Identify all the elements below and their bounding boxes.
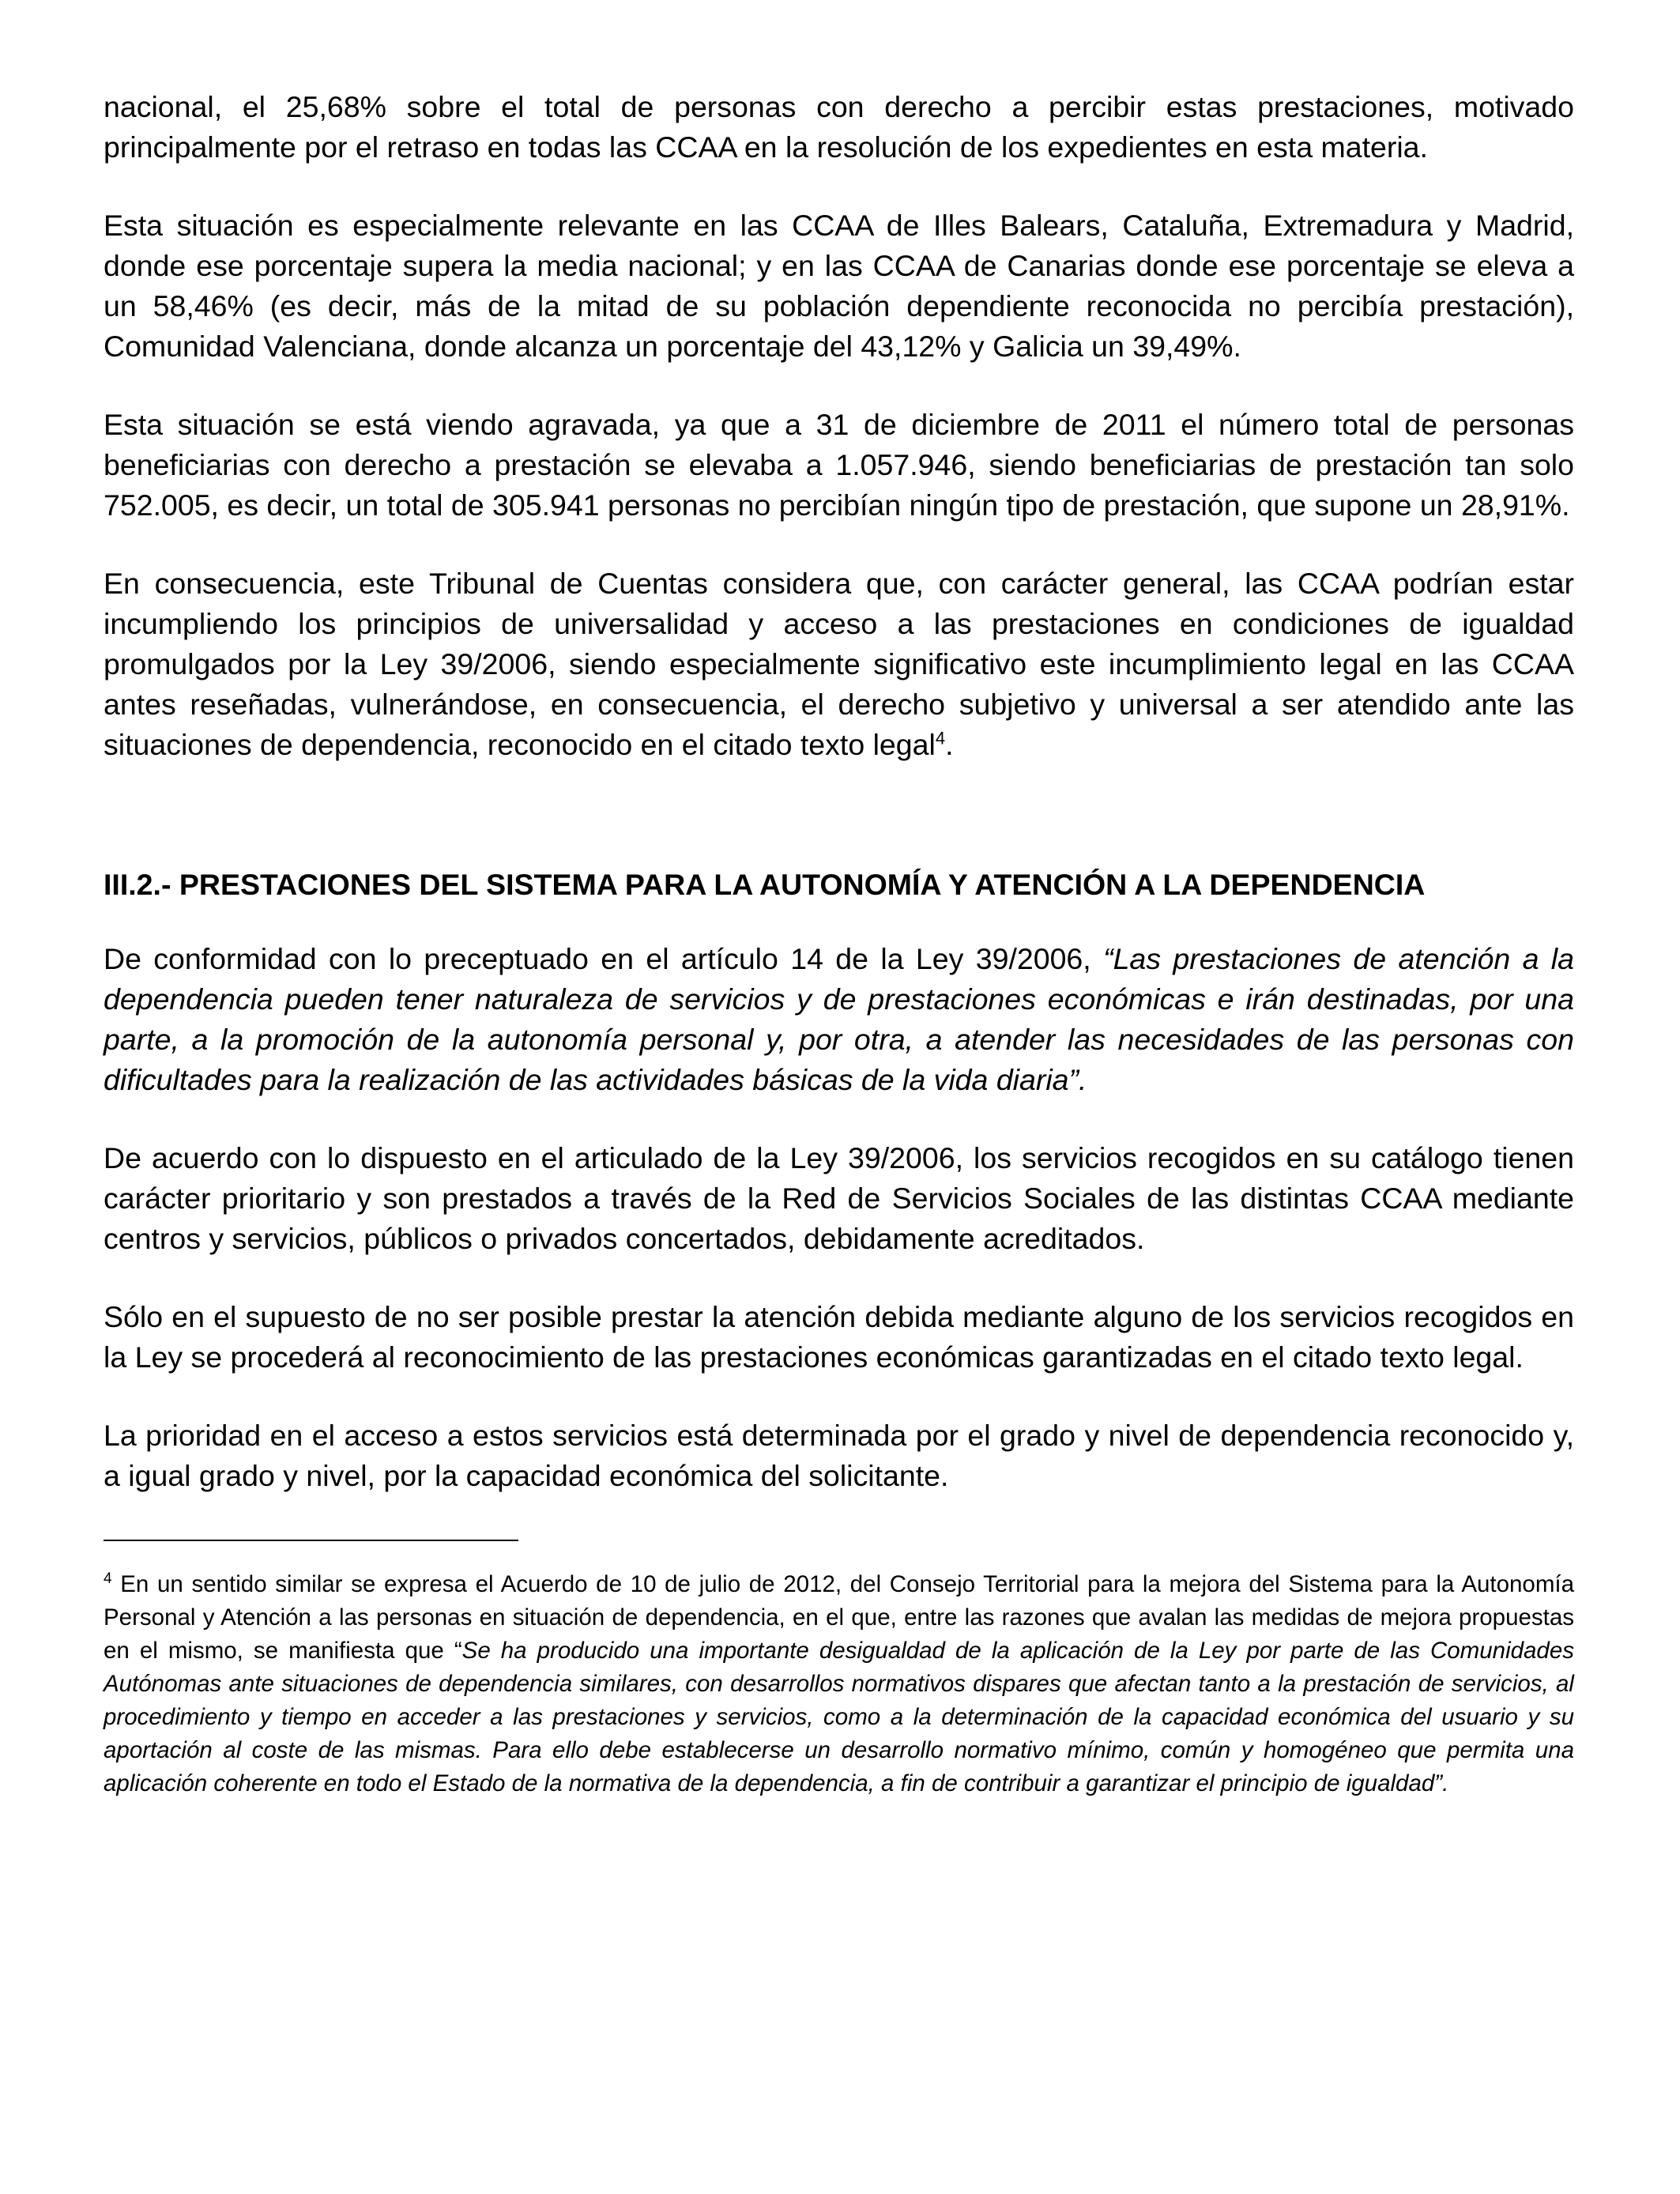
section-paragraph-3: Sólo en el supuesto de no ser posible prestar la atención debida mediante alguno de los servicios recogidos en la Ley se procederá al reconocimiento de las prestaciones económicas garantizadas en el citado texto legal. xyxy=(104,1300,1574,1374)
paragraph-4 xyxy=(104,564,1574,765)
section-paragraph-1 xyxy=(104,939,1574,1100)
document-page xyxy=(104,87,1574,1800)
footnote-lead: En un sentido similar se expresa el Acuerdo de 10 de julio de 2012, del Consejo Territorial para la mejora del Sistema para la Autonomía Personal y Atención a las personas en situación de dependencia, en el que, entre las razones que avalan las medidas de mejora propuestas en el mismo, se manifiesta que “ xyxy=(104,1571,1574,1664)
paragraph-4-end: . xyxy=(945,728,954,761)
footnote-reference[interactable]: 4 xyxy=(935,728,946,748)
law-article-quote: “Las prestaciones de atención a la dependencia pueden tener naturaleza de servicios y de prestaciones económicas e irán destinadas, por una parte, a la promoción de la autonomía personal y, por otra, a atender las necesidades de las personas con dificultades para la realización de las actividades básicas de la vida diaria”. xyxy=(104,942,1574,1096)
section-paragraph-4: La prioridad en el acceso a estos servicios está determinada por el grado y nivel de dependencia reconocido y, a igual grado y nivel, por la capacidad económica del solicitante. xyxy=(104,1419,1574,1492)
footnote-number: 4 xyxy=(104,1570,112,1588)
paragraph-2: Esta situación es especialmente relevante en las CCAA de Illes Balears, Cataluña, Extremadura y Madrid, donde ese porcentaje supera la media nacional; y en las CCAA de Canarias donde ese porcentaje se eleva a un 58,46% (es decir, más de la mitad de su población dependiente reconocida no percibía prestación), Comunidad Valenciana, donde alcanza un porcentaje del 43,12% y Galicia un 39,49%. xyxy=(104,209,1574,363)
paragraph-4-text: En consecuencia, este Tribunal de Cuentas considera que, con carácter general, las CCAA podrían estar incumpliendo los principios de universalidad y acceso a las prestaciones en condiciones de igualdad promulgados por la Ley 39/2006, siendo especialmente significativo este incumplimiento legal en las CCAA antes reseñadas, vulnerándose, en consecuencia, el derecho subjetivo y universal a ser atendido ante las situaciones de dependencia, reconocido en el citado texto legal xyxy=(104,567,1574,761)
section-paragraph-1-lead: De conformidad con lo preceptuado en el artículo 14 de la Ley 39/2006, xyxy=(104,942,1104,975)
section-heading: III.2.- PRESTACIONES DEL SISTEMA PARA LA AUTONOMÍA Y ATENCIÓN A LA DEPENDENCIA xyxy=(104,868,1426,901)
section-paragraph-2: De acuerdo con lo dispuesto en el articulado de la Ley 39/2006, los servicios recogidos en su catálogo tienen carácter prioritario y son prestados a través de la Red de Servicios Sociales de las distintas CCAA mediante centros y servicios, públicos o privados concertados, debidamente acreditados. xyxy=(104,1141,1574,1255)
footnote-divider xyxy=(104,1540,518,1541)
paragraph-1: nacional, el 25,68% sobre el total de personas con derecho a percibir estas prestaciones, motivado principalmente por el retraso en todas las CCAA en la resolución de los expedientes en esta materia. xyxy=(104,90,1574,164)
footnote-quote: Se ha producido una importante desigualdad de la aplicación de la Ley por parte de las Comunidades Autónomas ante situaciones de dependencia similares, con desarrollos normativos dispares que afectan tanto a la prestación de servicios, al procedimiento y tiempo en acceder a las prestaciones y servicios, como a la determinación de la capacidad económica del usuario y su aportación al coste de las mismas. Para ello debe establecerse un desarrollo normativo mínimo, común y homogéneo que permita una aplicación coherente en todo el Estado de la normativa de la dependencia, a fin de contribuir a garantizar el principio de igualdad”. xyxy=(104,1638,1574,1796)
paragraph-3: Esta situación se está viendo agravada, ya que a 31 de diciembre de 2011 el número total de personas beneficiarias con derecho a prestación se elevaba a 1.057.946, siendo beneficiarias de prestación tan solo 752.005, es decir, un total de 305.941 personas no percibían ningún tipo de prestación, que supone un 28,91%. xyxy=(104,408,1574,522)
footnote xyxy=(104,1568,1574,1800)
